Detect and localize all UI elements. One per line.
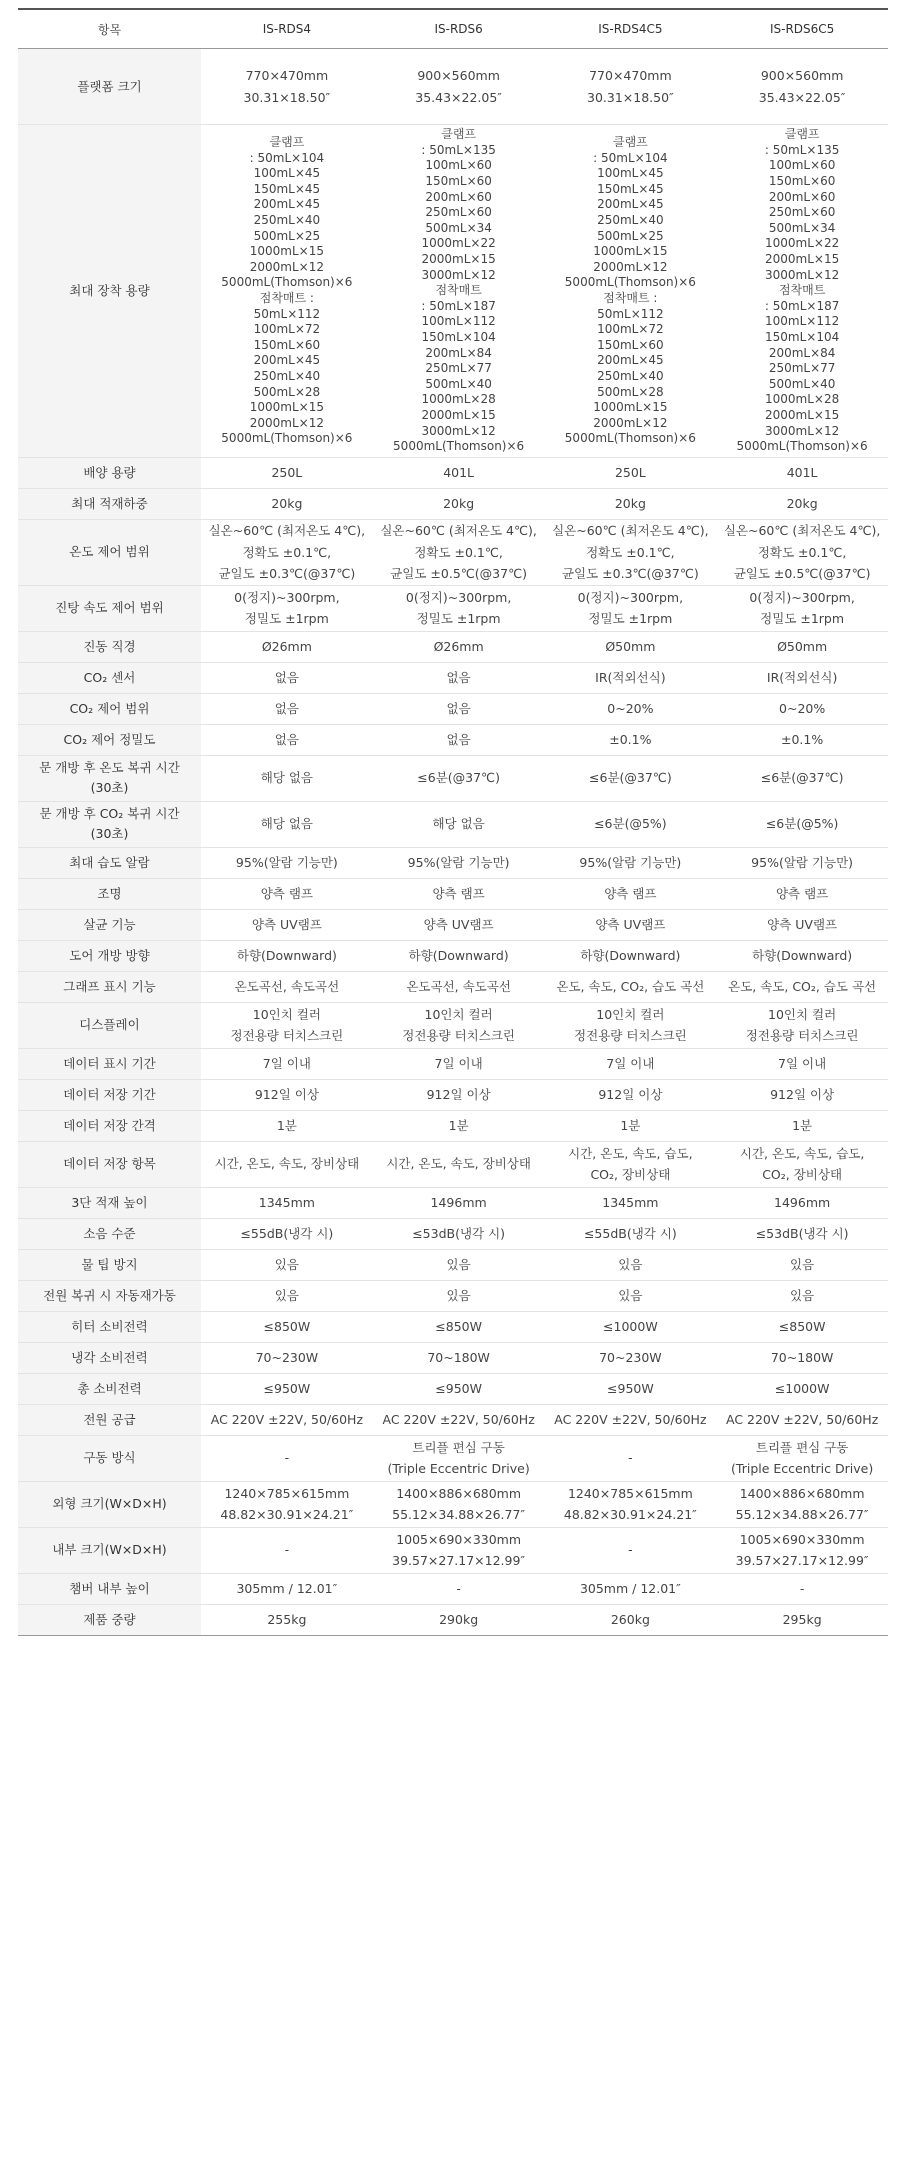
spec-cell: 295kg: [716, 1604, 888, 1635]
spec-cell: 온도, 속도, CO₂, 습도 곡선: [716, 971, 888, 1002]
spec-cell: AC 220V ±22V, 50/60Hz: [201, 1404, 373, 1435]
spec-cell: ≤6분(@5%): [716, 801, 888, 847]
spec-cell: 401L: [373, 458, 545, 489]
spec-cell: -: [716, 1573, 888, 1604]
spec-cell: 7일 이내: [373, 1048, 545, 1079]
spec-cell: 해당 없음: [201, 801, 373, 847]
spec-cell: 70~230W: [545, 1342, 717, 1373]
spec-cell: 온도, 속도, CO₂, 습도 곡선: [545, 971, 717, 1002]
spec-cell: 912일 이상: [545, 1079, 717, 1110]
spec-cell: ≤850W: [201, 1311, 373, 1342]
spec-cell: 95%(알람 기능만): [545, 847, 717, 878]
table-row: [18, 585, 888, 631]
spec-cell: 10인치 컬러 정전용량 터치스크린: [716, 1002, 888, 1048]
spec-cell: -: [545, 1435, 717, 1481]
row-label: 소음 수준: [18, 1218, 201, 1249]
table-row: [18, 125, 888, 458]
spec-cell: 해당 없음: [201, 755, 373, 801]
row-label: 전원 복귀 시 자동재가동: [18, 1280, 201, 1311]
header-model-rds6: IS-RDS6: [373, 9, 545, 49]
row-label: 챔버 내부 높이: [18, 1573, 201, 1604]
spec-cell: 255kg: [201, 1604, 373, 1635]
spec-cell: Ø26mm: [201, 631, 373, 662]
spec-cell: 95%(알람 기능만): [373, 847, 545, 878]
spec-table: [18, 8, 888, 1636]
spec-cell: AC 220V ±22V, 50/60Hz: [373, 1404, 545, 1435]
spec-cell: ≤55dB(냉각 시): [545, 1218, 717, 1249]
row-label: 총 소비전력: [18, 1373, 201, 1404]
spec-cell: 실온~60℃ (최저온도 4℃), 정확도 ±0.1℃, 균일도 ±0.3℃(@37℃): [201, 520, 373, 586]
spec-cell: 있음: [716, 1280, 888, 1311]
spec-cell: -: [545, 1527, 717, 1573]
table-row: [18, 971, 888, 1002]
table-row: [18, 489, 888, 520]
spec-cell: 없음: [373, 662, 545, 693]
spec-cell: 260kg: [545, 1604, 717, 1635]
spec-cell: 1496mm: [373, 1187, 545, 1218]
spec-cell: 912일 이상: [716, 1079, 888, 1110]
spec-cell: 온도곡선, 속도곡선: [373, 971, 545, 1002]
row-label: 온도 제어 범위: [18, 520, 201, 586]
row-label: 디스플레이: [18, 1002, 201, 1048]
spec-cell: 10인치 컬러 정전용량 터치스크린: [545, 1002, 717, 1048]
row-label: 최대 습도 알람: [18, 847, 201, 878]
table-row: [18, 693, 888, 724]
spec-cell: 하향(Downward): [373, 940, 545, 971]
spec-cell: 0(정지)~300rpm, 정밀도 ±1rpm: [201, 585, 373, 631]
spec-cell: -: [201, 1435, 373, 1481]
spec-cell: IR(적외선식): [545, 662, 717, 693]
row-label: 히터 소비전력: [18, 1311, 201, 1342]
row-label: 구동 방식: [18, 1435, 201, 1481]
spec-cell: 트리플 편심 구동 (Triple Eccentric Drive): [373, 1435, 545, 1481]
table-row: [18, 458, 888, 489]
spec-cell: 770×470mm 30.31×18.50″: [201, 49, 373, 125]
spec-cell: 양측 UV램프: [716, 909, 888, 940]
spec-cell: 하향(Downward): [545, 940, 717, 971]
table-row: [18, 1481, 888, 1527]
spec-cell: 있음: [545, 1280, 717, 1311]
spec-cell: Ø50mm: [716, 631, 888, 662]
row-label: 외형 크기(W×D×H): [18, 1481, 201, 1527]
spec-cell: 양측 램프: [373, 878, 545, 909]
table-header: [18, 9, 888, 49]
spec-cell: 시간, 온도, 속도, 장비상태: [201, 1141, 373, 1187]
table-row: [18, 909, 888, 940]
spec-cell: 없음: [201, 662, 373, 693]
spec-cell: 290kg: [373, 1604, 545, 1635]
spec-cell: 1005×690×330mm 39.57×27.17×12.99″: [716, 1527, 888, 1573]
row-label: 그래프 표시 기능: [18, 971, 201, 1002]
spec-cell: 양측 램프: [545, 878, 717, 909]
spec-cell: ±0.1%: [545, 724, 717, 755]
table-row: [18, 1527, 888, 1573]
row-label: 조명: [18, 878, 201, 909]
spec-cell: 912일 이상: [373, 1079, 545, 1110]
spec-cell: 20kg: [545, 489, 717, 520]
spec-cell: 클램프 : 50mL×104 100mL×45 150mL×45 200mL×45 250mL×40 500mL×25 1000mL×15 2000mL×12 5000mL(Thomson)×6 점착매트 : 50mL×112 100mL×72 150mL×60 200mL×45 250mL×40 500mL×28 1000mL×15 2000mL×12 5000mL(Thomson)×6: [201, 125, 373, 458]
row-label: 내부 크기(W×D×H): [18, 1527, 201, 1573]
table-row: [18, 847, 888, 878]
spec-cell: 1345mm: [545, 1187, 717, 1218]
spec-cell: Ø26mm: [373, 631, 545, 662]
table-row: [18, 1435, 888, 1481]
spec-cell: AC 220V ±22V, 50/60Hz: [545, 1404, 717, 1435]
spec-cell: 양측 램프: [201, 878, 373, 909]
spec-cell: 305mm / 12.01″: [545, 1573, 717, 1604]
spec-cell: 0(정지)~300rpm, 정밀도 ±1rpm: [716, 585, 888, 631]
table-row: [18, 520, 888, 586]
spec-cell: 1240×785×615mm 48.82×30.91×24.21″: [545, 1481, 717, 1527]
table-row: [18, 1187, 888, 1218]
spec-cell: 있음: [373, 1249, 545, 1280]
spec-cell: IR(적외선식): [716, 662, 888, 693]
table-row: [18, 878, 888, 909]
header-model-rds4: IS-RDS4: [201, 9, 373, 49]
spec-cell: 0(정지)~300rpm, 정밀도 ±1rpm: [373, 585, 545, 631]
row-label: 플랫폼 크기: [18, 49, 201, 125]
spec-cell: 70~180W: [716, 1342, 888, 1373]
table-row: [18, 1373, 888, 1404]
spec-cell: 1분: [716, 1110, 888, 1141]
spec-cell: 없음: [201, 724, 373, 755]
spec-cell: 온도곡선, 속도곡선: [201, 971, 373, 1002]
spec-cell: 1400×886×680mm 55.12×34.88×26.77″: [373, 1481, 545, 1527]
table-row: [18, 1404, 888, 1435]
spec-cell: 1분: [201, 1110, 373, 1141]
row-label: 문 개방 후 CO₂ 복귀 시간 (30초): [18, 801, 201, 847]
table-row: [18, 1311, 888, 1342]
row-label: 배양 용량: [18, 458, 201, 489]
spec-cell: 70~180W: [373, 1342, 545, 1373]
table-row: [18, 724, 888, 755]
spec-cell: 70~230W: [201, 1342, 373, 1373]
spec-cell: 양측 UV램프: [545, 909, 717, 940]
spec-cell: ≤950W: [373, 1373, 545, 1404]
spec-cell: ±0.1%: [716, 724, 888, 755]
header-model-rds4c5: IS-RDS4C5: [545, 9, 717, 49]
spec-cell: 1005×690×330mm 39.57×27.17×12.99″: [373, 1527, 545, 1573]
row-label: 데이터 저장 기간: [18, 1079, 201, 1110]
row-label: 진탕 속도 제어 범위: [18, 585, 201, 631]
spec-cell: 20kg: [716, 489, 888, 520]
spec-cell: 있음: [716, 1249, 888, 1280]
row-label: 문 개방 후 온도 복귀 시간 (30초): [18, 755, 201, 801]
spec-cell: 하향(Downward): [716, 940, 888, 971]
spec-cell: 없음: [373, 693, 545, 724]
spec-cell: 클램프 : 50mL×135 100mL×60 150mL×60 200mL×60 250mL×60 500mL×34 1000mL×22 2000mL×15 3000mL×12 점착매트 : 50mL×187 100mL×112 150mL×104 200mL×84 250mL×77 500mL×40 1000mL×28 2000mL×15 3000mL×12 5000mL(Thomson)×6: [373, 125, 545, 458]
table-row: [18, 1249, 888, 1280]
table-body: [18, 49, 888, 1636]
spec-cell: 1496mm: [716, 1187, 888, 1218]
spec-cell: 실온~60℃ (최저온도 4℃), 정확도 ±0.1℃, 균일도 ±0.5℃(@37℃): [716, 520, 888, 586]
table-row: [18, 1079, 888, 1110]
spec-cell: 클램프 : 50mL×135 100mL×60 150mL×60 200mL×60 250mL×60 500mL×34 1000mL×22 2000mL×15 3000mL×12 점착매트 : 50mL×187 100mL×112 150mL×104 200mL×84 250mL×77 500mL×40 1000mL×28 2000mL×15 3000mL×12 5000mL(Thomson)×6: [716, 125, 888, 458]
spec-cell: 시간, 온도, 속도, 습도, CO₂, 장비상태: [545, 1141, 717, 1187]
spec-cell: 7일 이내: [201, 1048, 373, 1079]
row-label: 최대 장착 용량: [18, 125, 201, 458]
header-item: 항목: [18, 9, 201, 49]
spec-cell: 401L: [716, 458, 888, 489]
spec-cell: 250L: [545, 458, 717, 489]
spec-cell: 1240×785×615mm 48.82×30.91×24.21″: [201, 1481, 373, 1527]
spec-cell: 시간, 온도, 속도, 습도, CO₂, 장비상태: [716, 1141, 888, 1187]
spec-cell: 있음: [201, 1280, 373, 1311]
row-label: 냉각 소비전력: [18, 1342, 201, 1373]
table-row: [18, 1573, 888, 1604]
row-label: 물 팁 방지: [18, 1249, 201, 1280]
spec-table-container: [18, 8, 888, 1636]
spec-cell: 250L: [201, 458, 373, 489]
header-row: [18, 9, 888, 49]
row-label: CO₂ 제어 정밀도: [18, 724, 201, 755]
spec-cell: 770×470mm 30.31×18.50″: [545, 49, 717, 125]
row-label: 제품 중량: [18, 1604, 201, 1635]
table-row: [18, 801, 888, 847]
spec-cell: 900×560mm 35.43×22.05″: [716, 49, 888, 125]
spec-cell: 양측 램프: [716, 878, 888, 909]
spec-cell: ≤950W: [545, 1373, 717, 1404]
spec-cell: 하향(Downward): [201, 940, 373, 971]
spec-cell: 20kg: [201, 489, 373, 520]
spec-cell: 없음: [373, 724, 545, 755]
row-label: 전원 공급: [18, 1404, 201, 1435]
spec-cell: 클램프 : 50mL×104 100mL×45 150mL×45 200mL×45 250mL×40 500mL×25 1000mL×15 2000mL×12 5000mL(Thomson)×6 점착매트 : 50mL×112 100mL×72 150mL×60 200mL×45 250mL×40 500mL×28 1000mL×15 2000mL×12 5000mL(Thomson)×6: [545, 125, 717, 458]
row-label: 도어 개방 방향: [18, 940, 201, 971]
spec-cell: 있음: [201, 1249, 373, 1280]
row-label: 데이터 표시 기간: [18, 1048, 201, 1079]
spec-cell: ≤6분(@5%): [545, 801, 717, 847]
spec-cell: 10인치 컬러 정전용량 터치스크린: [373, 1002, 545, 1048]
spec-cell: ≤6분(@37℃): [545, 755, 717, 801]
table-row: [18, 940, 888, 971]
spec-cell: 없음: [201, 693, 373, 724]
table-row: [18, 662, 888, 693]
spec-cell: ≤6분(@37℃): [373, 755, 545, 801]
spec-cell: ≤55dB(냉각 시): [201, 1218, 373, 1249]
spec-cell: ≤850W: [373, 1311, 545, 1342]
spec-cell: ≤850W: [716, 1311, 888, 1342]
spec-cell: 실온~60℃ (최저온도 4℃), 정확도 ±0.1℃, 균일도 ±0.5℃(@37℃): [373, 520, 545, 586]
table-row: [18, 1342, 888, 1373]
spec-cell: -: [373, 1573, 545, 1604]
table-row: [18, 1002, 888, 1048]
row-label: 데이터 저장 간격: [18, 1110, 201, 1141]
spec-cell: 1345mm: [201, 1187, 373, 1218]
spec-cell: 실온~60℃ (최저온도 4℃), 정확도 ±0.1℃, 균일도 ±0.3℃(@37℃): [545, 520, 717, 586]
table-row: [18, 1110, 888, 1141]
table-row: [18, 1604, 888, 1635]
table-row: [18, 1218, 888, 1249]
spec-cell: 95%(알람 기능만): [716, 847, 888, 878]
spec-cell: 0~20%: [716, 693, 888, 724]
spec-cell: 0(정지)~300rpm, 정밀도 ±1rpm: [545, 585, 717, 631]
spec-cell: 시간, 온도, 속도, 장비상태: [373, 1141, 545, 1187]
spec-cell: 있음: [545, 1249, 717, 1280]
spec-cell: 있음: [373, 1280, 545, 1311]
spec-cell: 1분: [545, 1110, 717, 1141]
spec-cell: 900×560mm 35.43×22.05″: [373, 49, 545, 125]
spec-cell: 10인치 컬러 정전용량 터치스크린: [201, 1002, 373, 1048]
header-model-rds6c5: IS-RDS6C5: [716, 9, 888, 49]
row-label: 최대 적재하중: [18, 489, 201, 520]
spec-cell: 7일 이내: [545, 1048, 717, 1079]
table-row: [18, 49, 888, 125]
spec-cell: 트리플 편심 구동 (Triple Eccentric Drive): [716, 1435, 888, 1481]
row-label: 데이터 저장 항목: [18, 1141, 201, 1187]
spec-cell: ≤1000W: [545, 1311, 717, 1342]
row-label: 3단 적재 높이: [18, 1187, 201, 1218]
table-row: [18, 755, 888, 801]
spec-cell: 20kg: [373, 489, 545, 520]
row-label: 진동 직경: [18, 631, 201, 662]
spec-cell: ≤53dB(냉각 시): [373, 1218, 545, 1249]
spec-cell: ≤6분(@37℃): [716, 755, 888, 801]
spec-cell: AC 220V ±22V, 50/60Hz: [716, 1404, 888, 1435]
spec-cell: 305mm / 12.01″: [201, 1573, 373, 1604]
spec-cell: Ø50mm: [545, 631, 717, 662]
spec-cell: -: [201, 1527, 373, 1573]
table-row: [18, 1280, 888, 1311]
spec-cell: 양측 UV램프: [201, 909, 373, 940]
row-label: CO₂ 센서: [18, 662, 201, 693]
spec-cell: 7일 이내: [716, 1048, 888, 1079]
spec-cell: 양측 UV램프: [373, 909, 545, 940]
table-row: [18, 1141, 888, 1187]
spec-cell: ≤53dB(냉각 시): [716, 1218, 888, 1249]
spec-cell: 해당 없음: [373, 801, 545, 847]
row-label: 살균 기능: [18, 909, 201, 940]
spec-cell: 1400×886×680mm 55.12×34.88×26.77″: [716, 1481, 888, 1527]
table-row: [18, 1048, 888, 1079]
spec-cell: 1분: [373, 1110, 545, 1141]
table-row: [18, 631, 888, 662]
row-label: CO₂ 제어 범위: [18, 693, 201, 724]
spec-cell: 912일 이상: [201, 1079, 373, 1110]
spec-cell: ≤950W: [201, 1373, 373, 1404]
spec-cell: ≤1000W: [716, 1373, 888, 1404]
spec-cell: 0~20%: [545, 693, 717, 724]
spec-cell: 95%(알람 기능만): [201, 847, 373, 878]
